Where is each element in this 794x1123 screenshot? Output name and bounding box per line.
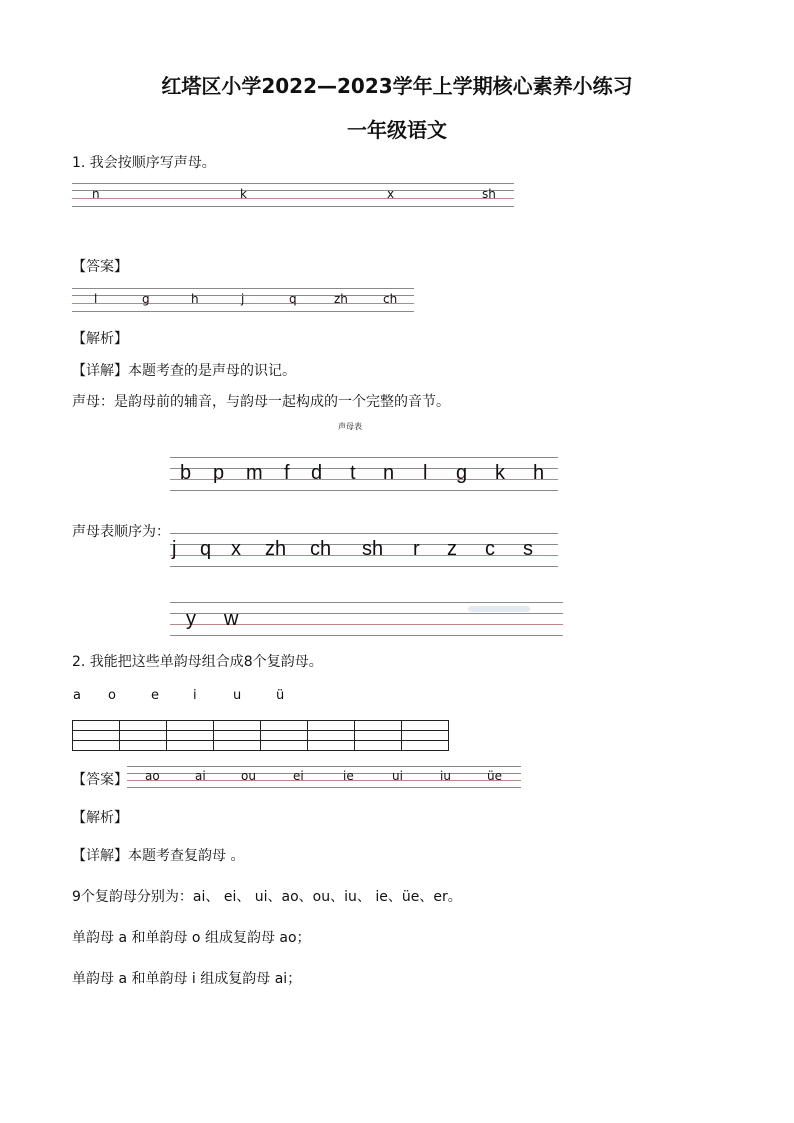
q2-analysis-label: 【解析】	[72, 810, 128, 826]
answer-finals: ai	[195, 769, 206, 783]
given-letter: sh	[482, 187, 496, 201]
shengmu-letter: m	[246, 462, 263, 484]
shengmu-letter: b	[180, 462, 192, 484]
shengmu-table-caption: 声母表	[338, 422, 362, 431]
answer-letter: l	[94, 292, 98, 306]
shengmu-order-label: 声母表顺序为：	[72, 524, 170, 540]
shengmu-letter: c	[485, 538, 495, 560]
shengmu-row-2-lines	[170, 533, 558, 567]
shengmu-letter: s	[523, 538, 533, 560]
shengmu-letter: ch	[310, 538, 332, 560]
page-subtitle: 一年级语文	[347, 118, 447, 142]
shengmu-letter: sh	[362, 538, 384, 560]
q2-answer-lines	[127, 766, 521, 788]
answer-finals: ui	[392, 769, 403, 783]
shengmu-row-1-lines	[170, 457, 558, 491]
answer-letter: q	[289, 292, 297, 306]
shengmu-letter: t	[350, 462, 356, 484]
watermark-logo-icon	[468, 606, 530, 612]
shengmu-letter: x	[231, 538, 241, 560]
vowel: i	[193, 688, 197, 703]
q1-definition: 声母：是韵母前的辅音，与韵母一起构成的一个完整的音节。	[72, 394, 450, 410]
q2-answer-grid[interactable]	[72, 720, 449, 751]
q1-analysis-label: 【解析】	[72, 331, 128, 347]
shengmu-letter: j	[172, 538, 177, 560]
page-title: 红塔区小学2022—2023学年上学期核心素养小练习	[161, 74, 633, 98]
shengmu-letter: p	[213, 462, 225, 484]
shengmu-row-3-lines	[170, 602, 563, 636]
given-letter: n	[92, 187, 100, 201]
shengmu-letter: w	[224, 608, 239, 630]
vowel: u	[233, 688, 242, 703]
shengmu-letter: l	[423, 462, 428, 484]
shengmu-letter: g	[456, 462, 468, 484]
shengmu-letter: zh	[265, 538, 287, 560]
answer-finals: ei	[293, 769, 304, 783]
q2-answer-label: 【答案】	[72, 772, 128, 788]
shengmu-letter: n	[383, 462, 395, 484]
vowel: ü	[276, 688, 285, 703]
answer-letter: j	[241, 292, 245, 306]
shengmu-letter: z	[447, 538, 457, 560]
answer-finals: ie	[343, 769, 354, 783]
q1-detail: 【详解】本题考查的是声母的识记。	[72, 363, 296, 379]
answer-letter: h	[191, 292, 199, 306]
shengmu-letter: r	[413, 538, 420, 560]
q2-example-1: 单韵母 a 和单韵母 o 组成复韵母 ao；	[72, 930, 311, 946]
shengmu-letter: y	[186, 608, 196, 630]
q1-writing-lines	[72, 183, 514, 207]
q2-example-2: 单韵母 a 和单韵母 i 组成复韵母 ai；	[72, 971, 302, 987]
vowel: e	[151, 688, 159, 703]
question-2-prompt: 2. 我能把这些单韵母组合成8个复韵母。	[72, 654, 323, 670]
answer-letter: g	[142, 292, 150, 306]
q2-detail: 【详解】本题考查复韵母 。	[72, 848, 245, 864]
shengmu-letter: d	[311, 462, 323, 484]
q1-answer-label: 【答案】	[72, 259, 128, 275]
vowel: o	[108, 688, 116, 703]
answer-finals: ou	[241, 769, 256, 783]
answer-letter: ch	[383, 292, 398, 306]
given-letter: k	[240, 187, 247, 201]
given-letter: x	[387, 187, 395, 201]
q1-answer-lines	[72, 288, 414, 312]
q2-finals-list: 9个复韵母分别为：ai、 ei、 ui、ao、ou、iu、 ie、üe、er。	[72, 889, 462, 905]
vowel: a	[73, 688, 81, 703]
answer-finals: iu	[440, 769, 451, 783]
question-1-prompt: 1. 我会按顺序写声母。	[72, 155, 216, 171]
shengmu-letter: h	[533, 462, 545, 484]
answer-letter: zh	[334, 292, 348, 306]
shengmu-letter: q	[200, 538, 212, 560]
shengmu-letter: k	[495, 462, 505, 484]
answer-finals: üe	[487, 769, 502, 783]
answer-finals: ao	[145, 769, 160, 783]
shengmu-letter: f	[284, 462, 290, 484]
